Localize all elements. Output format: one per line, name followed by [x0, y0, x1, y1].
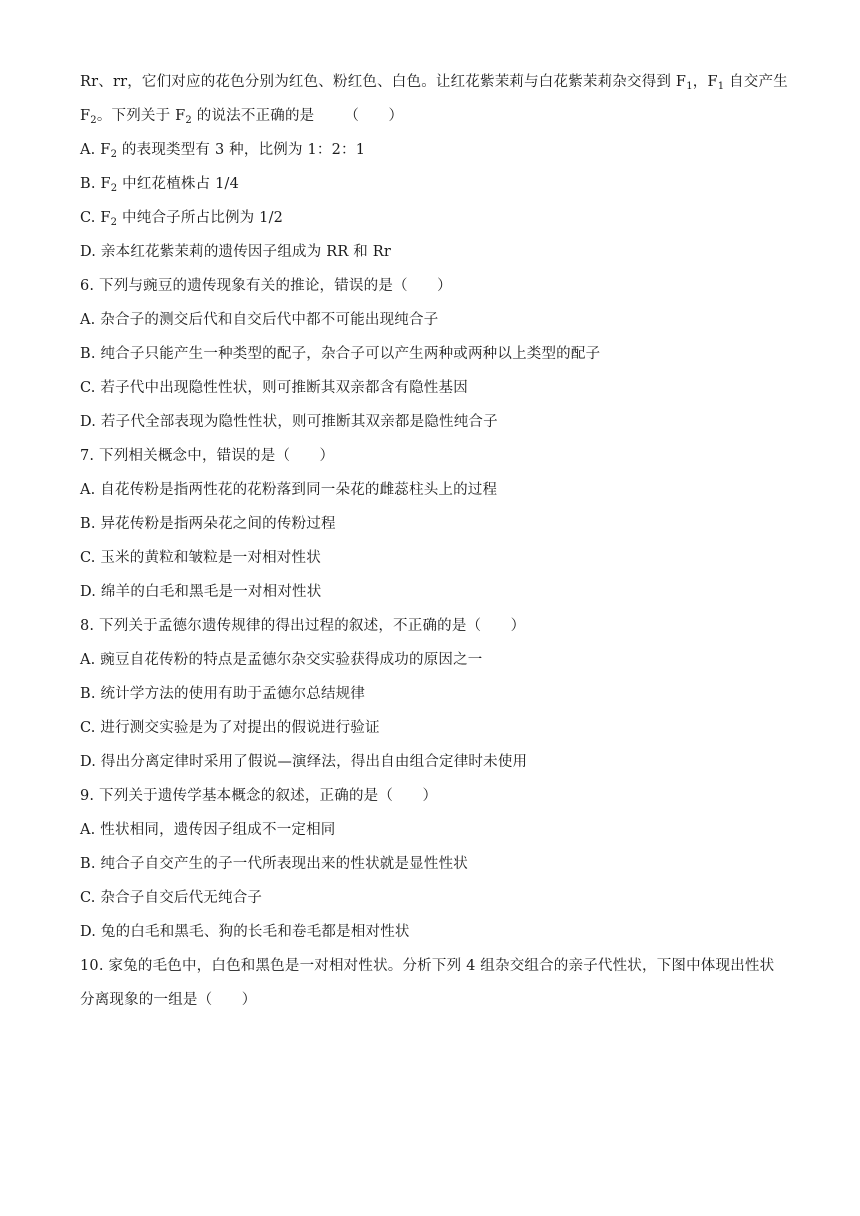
q7-option-d: D. 绵羊的白毛和黑毛是一对相对性状	[80, 584, 322, 600]
q8-stem: 8. 下列关于孟德尔遗传规律的得出过程的叙述，不正确的是（ ）	[80, 618, 526, 634]
q7-option-b: B. 异花传粉是指两朵花之间的传粉过程	[80, 516, 336, 532]
q5-option-b: B. $F_2$ 中红花植株占 1/4	[80, 176, 240, 194]
q6-option-a: A. 杂合子的测交后代和自交后代中都不可能出现纯合子	[80, 312, 439, 328]
q7-stem: 7. 下列相关概念中，错误的是（ ）	[80, 448, 335, 464]
q8-option-d: D. 得出分离定律时采用了假说—演绎法，得出自由组合定律时未使用	[80, 754, 528, 770]
q5-stem-line-1: Rr、rr，它们对应的花色分别为红色、粉红色、白色。让红花紫茉莉与白花紫茉莉杂交得到 $F_1$，$F_1$ 自交产生	[80, 74, 788, 92]
q9-stem: 9. 下列关于遗传学基本概念的叙述，正确的是（ ）	[80, 788, 438, 804]
q6-stem: 6. 下列与豌豆的遗传现象有关的推论，错误的是（ ）	[80, 278, 452, 294]
q10-stem-line-2: 分离现象的一组是（ ）	[80, 992, 257, 1008]
q9-option-a: A. 性状相同，遗传因子组成不一定相同	[80, 822, 336, 838]
q5-option-c: C. $F_2$ 中纯合子所占比例为 1/2	[80, 210, 284, 228]
q6-option-b: B. 纯合子只能产生一种类型的配子，杂合子可以产生两种或两种以上类型的配子	[80, 346, 601, 362]
q5-stem-line-2: $F_2$。下列关于 $F_2$ 的说法不正确的是 （ ）	[80, 108, 404, 126]
q8-option-b: B. 统计学方法的使用有助于孟德尔总结规律	[80, 686, 366, 702]
q7-option-a: A. 自花传粉是指两性花的花粉落到同一朵花的雌蕊柱头上的过程	[80, 482, 498, 498]
q10-stem-line-1: 10. 家兔的毛色中，白色和黑色是一对相对性状。分析下列 4 组杂交组合的亲子代性状，下图中体现出性状	[80, 958, 775, 974]
q7-option-c: C. 玉米的黄粒和皱粒是一对相对性状	[80, 550, 321, 566]
q6-option-d: D. 若子代全部表现为隐性性状，则可推断其双亲都是隐性纯合子	[80, 414, 498, 430]
q5-option-d: D. 亲本红花紫茉莉的遗传因子组成为 RR 和 Rr	[80, 244, 392, 260]
q9-option-c: C. 杂合子自交后代无纯合子	[80, 890, 263, 906]
q9-option-b: B. 纯合子自交产生的子一代所表现出来的性状就是显性性状	[80, 856, 468, 872]
q5-option-a: A. $F_2$ 的表现类型有 3 种，比例为 1：2：1	[80, 142, 366, 160]
q9-option-d: D. 兔的白毛和黑毛、狗的长毛和卷毛都是相对性状	[80, 924, 410, 940]
q8-option-c: C. 进行测交实验是为了对提出的假说进行验证	[80, 720, 380, 736]
q6-option-c: C. 若子代中出现隐性性状，则可推断其双亲都含有隐性基因	[80, 380, 468, 396]
q8-option-a: A. 豌豆自花传粉的特点是孟德尔杂交实验获得成功的原因之一	[80, 652, 483, 668]
